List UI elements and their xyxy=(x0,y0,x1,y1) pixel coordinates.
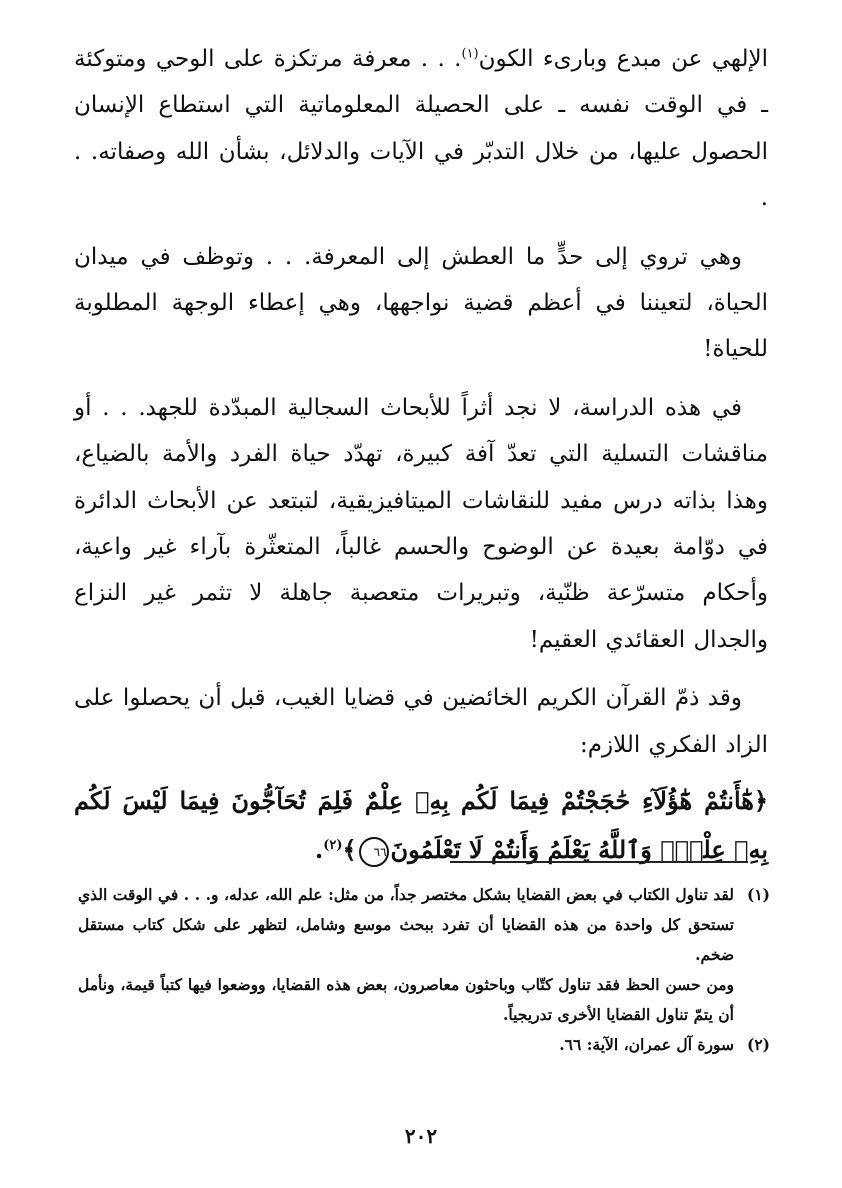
paragraph-1-start: الإلهي عن مبدع وبارىء الكون xyxy=(478,46,769,72)
verse-open-bracket: ﴿ xyxy=(753,786,768,816)
footnotes xyxy=(78,880,770,1060)
footnote-2-paragraph-1: سورة آل عمران، الآية: ٦٦. xyxy=(559,1035,734,1054)
footnote-1 xyxy=(78,880,770,1030)
verse-text: هَٰٓأَنتُمْ هَٰٓؤُلَآءِ حَٰجَجْتُمْ فِيمَا لَكُم بِهِۦ عِلْمٌ فَلِمَ تُحَآجُّونَ فِيمَا لَيْسَ لَكُم بِهِۦ عِلْمٌۚ وَٱللَّهُ يَعْلَمُ وَأَنتُمْ لَا تَعْلَمُونَ xyxy=(74,786,768,865)
footnote-1-number: (١) xyxy=(746,885,770,904)
verse-end-period: . xyxy=(314,835,324,865)
footnote-2 xyxy=(78,1030,770,1060)
paragraph-1 xyxy=(74,36,768,222)
paragraph-2: وهي تروي إلى حدٍّ ما العطش إلى المعرفة. . . وتوظف في ميدان الحياة، لتعيننا في أعظم قضية نواجهها، وهي إعطاء الوجهة المطلوبة للحياة! xyxy=(74,243,768,363)
paragraph-3: في هذه الدراسة، لا نجد أثراً للأبحاث السجالية المبدّدة للجهد. . . أو مناقشات التسلية التي تعدّ آفة كبيرة، تهدّد حياة الفرد والأمة بالضياع، وهذا بذاته درس مفيد للنقاشات الميتافيزيقية، لتبتعد عن الأبحاث الدائرة في دوّامة بعيدة عن الوضوح والحسم غالباً، المتعثّرة بآراء غير واعية، وأحكام متسرّعة ظنّية، وتبريرات متعصبة جاهلة لا تثمر غير النزاع والجدال العقائدي العقيم! xyxy=(74,394,768,653)
footnote-2-text xyxy=(78,1030,734,1060)
footnote-1-paragraph-2: ومن حسن الحظ فقد تناول كتّاب وباحثون معاصرون، بعض هذه القضايا، ووضعوا فيها كتباً قيمة، ونأمل أن يتمّ تناول القضايا الأخرى تدريجياً. xyxy=(78,975,734,1024)
footnote-1-paragraph-1: لقد تناول الكتاب في بعض القضايا بشكل مختصر جداً، من مثل: علم الله، عدله، و. . . في الوقت الذي تستحق كل واحدة من هذه القضايا أن تفرد ببحث موسع وشامل، لتظهر على شكل كتاب مستقل ضخم. xyxy=(78,885,734,964)
page-number: ٢٠٢ xyxy=(404,1124,438,1148)
footnote-ref-1[interactable]: (١) xyxy=(461,46,479,62)
footnote-2-number: (٢) xyxy=(746,1035,770,1054)
verse-close-bracket: ﴾ xyxy=(342,835,357,865)
footnote-1-text xyxy=(78,880,734,1030)
footnote-divider xyxy=(450,861,748,863)
quran-verse xyxy=(74,776,768,874)
footnote-ref-2[interactable]: (٢) xyxy=(323,838,343,854)
paragraph-4: وقد ذمّ القرآن الكريم الخائضين في قضايا الغيب، قبل أن يحصلوا على الزاد الفكري اللازم: xyxy=(74,685,768,758)
ayah-number-icon: ٦٦ xyxy=(359,837,389,867)
page-body xyxy=(74,36,768,874)
paragraph-1-rest: . . . معرفة مرتكزة على الوحي ومتوكئة ـ في الوقت نفسه ـ على الحصيلة المعلوماتية التي استطاع الإنسان الحصول عليها، من خلال التدبّر في الآيات والدلائل، بشأن الله وصفاته. . . xyxy=(74,46,768,212)
